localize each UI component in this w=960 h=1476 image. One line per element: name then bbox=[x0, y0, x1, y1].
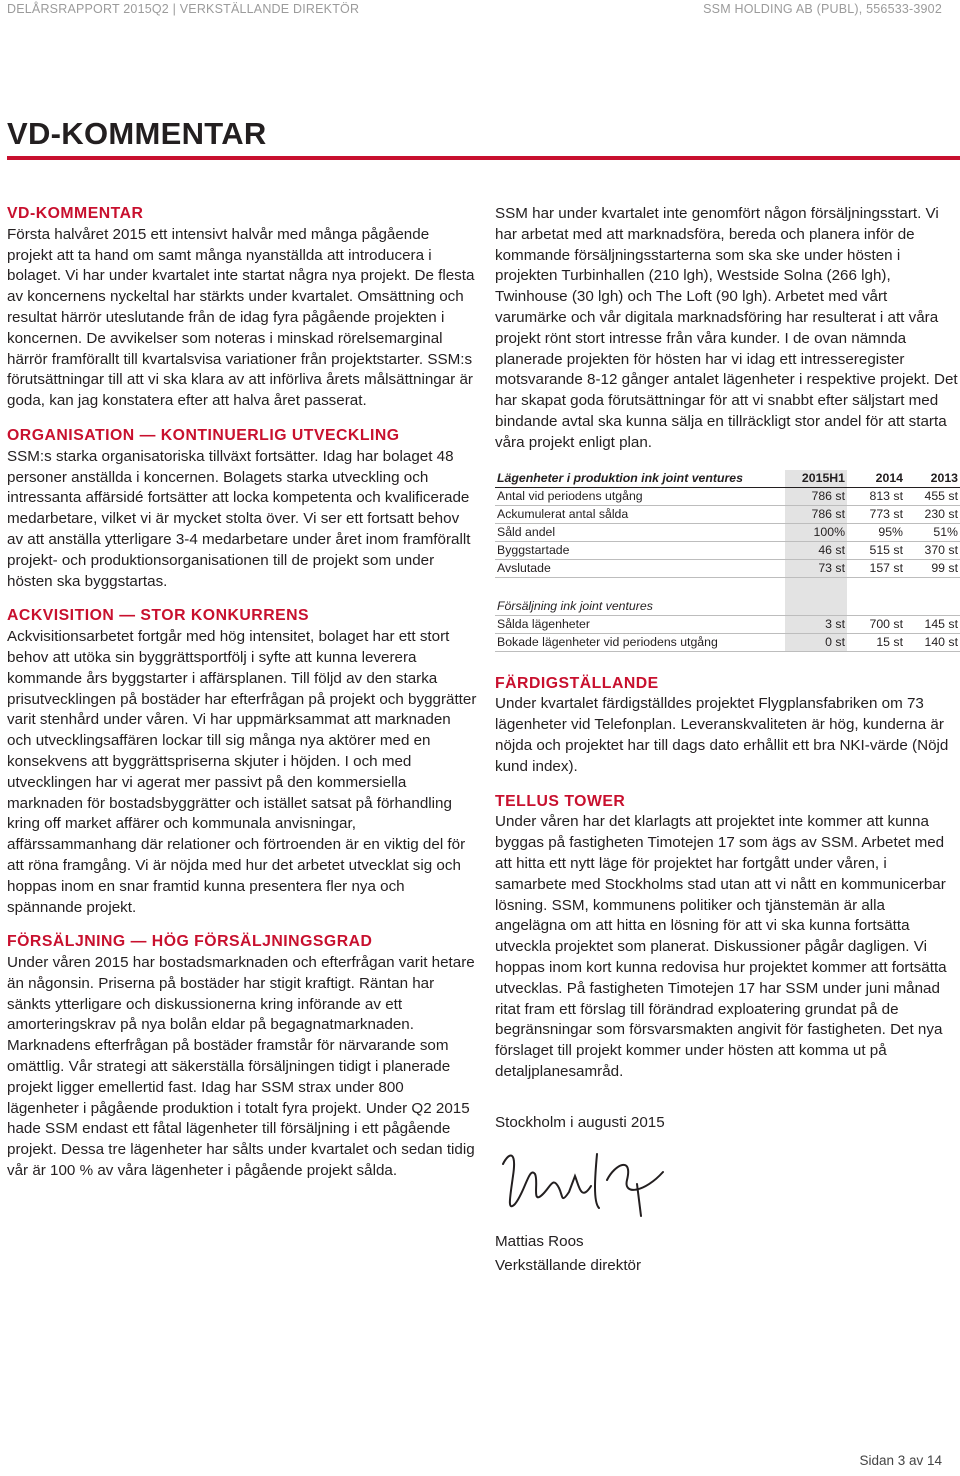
section-text: Ackvisitionsarbetet fortgår med hög intensitet, bolaget har ett stort behov att utöka sin byggrättsportfölj i syfte att kunna leverera kommande års byggstarter i affärsplanen. Till följd av den starka prisutvecklingen på bostäder har efterfrågan på projekt och byggrätter varit stenhård under våren. Vi har uppmärksammat att marknaden och utvecklingsaffären lockar till sig många nya aktörer med en konsekvens att byggrättspriserna skjuter i höjden. I och med utvecklingen har vi agerat mer passivt på den kommersiella marknaden för bostadsbyggrätter och istället satsat på förhandling kring off market affärer och kommunala anvisningar, affärssammanhang där relationer och förtroenden är en viktig del för att röna framgång. Vi är nöjda med hur det arbetet utvecklat sig och hoppas inom en snar framtid kunna presentera fler nya och spännande projekt. bbox=[7, 628, 477, 916]
section-heading: TELLUS TOWER bbox=[495, 792, 626, 810]
table-header bbox=[495, 470, 960, 488]
table-cell: 99 st bbox=[905, 559, 960, 577]
header-right: SSM HOLDING AB (PUBL), 556533-3902 bbox=[703, 2, 942, 16]
section-heading: FÄRDIGSTÄLLANDE bbox=[495, 674, 659, 692]
section-text: Första halvåret 2015 ett intensivt halvår med många pågående projekt att ta hand om samt många nyanställda att introducera i bolaget. Vi har under kvartalet inte startat några nya projekt. De flesta av koncernens nyckeltal har stärkts under kvartalet. Omsättning och resultat härrör uteslutande från de idag fyra pågående projekten i koncernen. De avvikelser som noteras i minskad rörelsemarginal härrör framförallt till kvartalsvisa variationer från projektstarter. SSM:s förutsättningar till att vi ska klara av att införliva årets målsättningar är goda, kan jag konstatera efter att halva året passerat. bbox=[7, 225, 475, 410]
table-cell: 813 st bbox=[847, 487, 905, 505]
table-row bbox=[495, 487, 960, 505]
table-cell: 15 st bbox=[847, 633, 905, 651]
table-cell: 3 st bbox=[785, 615, 847, 633]
page-title: VD-KOMMENTAR bbox=[7, 116, 267, 151]
table-cell: Sålda lägenheter bbox=[495, 615, 785, 633]
table-cell: 46 st bbox=[785, 541, 847, 559]
page-number: Sidan 3 av 14 bbox=[859, 1453, 942, 1468]
table-row bbox=[495, 505, 960, 523]
table-cell: Ackumulerat antal sålda bbox=[495, 505, 785, 523]
table-row bbox=[495, 523, 960, 541]
table-cell: 100% bbox=[785, 523, 847, 541]
table-row bbox=[495, 559, 960, 577]
section-heading: ACKVISITION — STOR KONKURRENS bbox=[7, 607, 310, 625]
section-heading: VD-KOMMENTAR bbox=[7, 205, 144, 222]
table-cell: Avslutade bbox=[495, 559, 785, 577]
signature-image bbox=[495, 1146, 695, 1226]
table-cell: Såld andel bbox=[495, 523, 785, 541]
header-left: DELÅRSRAPPORT 2015Q2 | VERKSTÄLLANDE DIREKTÖR bbox=[7, 2, 360, 16]
section-text: Under våren har det klarlagts att projektet inte kommer att kunna byggas på fastigheten Timotejen 17 som ägs av SSM. Arbetet med att hitta ett nytt läge för projektet har fortgått under våren, i samarbete med Stockholms stad utan att vi nått en kommunicerbar lösning. SSM, kommunens politiker och tjänstemän är alla angelägna om att hitta en lösning för att vi ska kunna fortsätta utveckla projektet som planerat. Diskussioner pågår dagligen. Vi hoppas inom kort kunna redovisa hur projektet kommer att fortsätta utvecklas. På fastigheten Timotejen 17 har SSM under juni månad ritat fram ett förslag till förändrad exploatering grundat på de begränsningar som försvarsmakten angivit för fastigheten. Det nya förslaget till projekt kommer under hösten att komma ut på detaljplanesamråd. bbox=[495, 813, 947, 1080]
left-column bbox=[7, 204, 477, 1182]
table-cell: 700 st bbox=[847, 615, 905, 633]
table-row bbox=[495, 541, 960, 559]
table-cell: 157 st bbox=[847, 559, 905, 577]
table-cell: Antal vid periodens utgång bbox=[495, 487, 785, 505]
signature bbox=[495, 1146, 960, 1226]
table-cell: 73 st bbox=[785, 559, 847, 577]
table-subheading: Försäljning ink joint ventures bbox=[495, 598, 785, 616]
table-cell: 515 st bbox=[847, 541, 905, 559]
page-header bbox=[0, 0, 960, 18]
intro-text: SSM har under kvartalet inte genomfört någon försäljningsstart. Vi har arbetat med att marknadsföra, bereda och planera inför de kommande försäljningsstarterna som ska ske under hösten i projekten Turbinhallen (210 lgh), Westside Solna (266 lgh), Twinhouse (30 lgh) och The Loft (90 lgh). Arbetet med vårt varumärke och vår digitala marknadsföring har resulterat i att våra projekt rönt stort intresse från våra kunder. I de ovan nämnda planerade projekten för hösten har vi idag ett intresseregister motsvarande 8-12 gånger antalet lägenheter i respektive projekt. Det har skapat goda förutsättningar för att vi snabbt efter säljstart med bindande avtal ska kunna sälja en tillräckligt stor andel för att starta våra projekt enligt plan. bbox=[495, 205, 958, 451]
section-text: Under kvartalet färdigställdes projektet Flygplansfabriken om 73 lägenheter vid Telefonplan. Leveranskvaliteten är hög, kunderna är nöjda och projektet har till dags dato erhållit ett bra NKI-värde (Nöjd kund index). bbox=[495, 695, 949, 775]
signature-title: Verkställande direktör bbox=[495, 1257, 642, 1275]
apartments-table bbox=[495, 470, 960, 652]
table-header-cell: Lägenheter i produktion ink joint ventures bbox=[495, 470, 785, 488]
table-cell: 786 st bbox=[785, 505, 847, 523]
table-cell: 230 st bbox=[905, 505, 960, 523]
table-cell: Bokade lägenheter vid periodens utgång bbox=[495, 633, 785, 651]
table-header-cell: 2014 bbox=[847, 470, 905, 488]
table-cell: 370 st bbox=[905, 541, 960, 559]
section-text: SSM:s starka organisatoriska tillväxt fortsätter. Idag har bolaget 48 personer anställda i koncernen. Bolagets starka utveckling och intressanta affärsidé fortsätter att locka kompetenta och kvalificerade medarbetare, vilket vi är mycket stolta över. Vi ser ett fortsatt behov av att anställa ytterligare 3-4 medarbetare under året inom framförallt projekt- och produktionsorganisationen till de projekt som under hösten ska byggstartas. bbox=[7, 447, 471, 590]
place-date: Stockholm i augusti 2015 bbox=[495, 1113, 665, 1131]
table-cell: 0 st bbox=[785, 633, 847, 651]
section-text: Under våren 2015 har bostadsmarknaden och efterfrågan varit hetare än någonsin. Priserna på bostäder har stigit kraftigt. Räntan har sänkts ytterligare och diskussionerna kring införande av ett amorteringskrav på nya bolån eldar på begagnatmarknaden. Marknadens efterfrågan på bostäder framstår för närvarande som omättlig. Vår strategi att säkerställa försäljningen tidigt i planerade projekt ligger emellertid fast. Idag har SSM strax under 800 lägenheter i pågående produktion i totalt fyra projekt. Under Q2 2015 hade SSM endast ett fåtal lägenheter till försäljning i ett pågående projekt. Dessa tre lägenheter har sålts under kvartalet och sedan tidig vår är 100 % av våra lägenheter i pågående projekt sålda. bbox=[7, 954, 475, 1180]
table-header-cell: 2013 bbox=[905, 470, 960, 488]
table-row bbox=[495, 633, 960, 651]
table-cell: 140 st bbox=[905, 633, 960, 651]
table-cell: 95% bbox=[847, 523, 905, 541]
table-header-cell: 2015H1 bbox=[785, 470, 847, 488]
right-column bbox=[495, 204, 960, 1277]
table-row bbox=[495, 615, 960, 633]
table-cell: 786 st bbox=[785, 487, 847, 505]
section-heading: ORGANISATION — KONTINUERLIG UTVECKLING bbox=[7, 426, 400, 444]
section-heading: FÖRSÄLJNING — HÖG FÖRSÄLJNINGSGRAD bbox=[7, 933, 373, 951]
title-divider bbox=[7, 156, 960, 160]
table-cell: Byggstartade bbox=[495, 541, 785, 559]
table-cell: 145 st bbox=[905, 615, 960, 633]
table-subheading-row bbox=[495, 598, 960, 616]
table-cell: 773 st bbox=[847, 505, 905, 523]
table-spacer-row bbox=[495, 577, 960, 598]
signature-name: Mattias Roos bbox=[495, 1232, 584, 1250]
table-cell: 51% bbox=[905, 523, 960, 541]
table-cell: 455 st bbox=[905, 487, 960, 505]
